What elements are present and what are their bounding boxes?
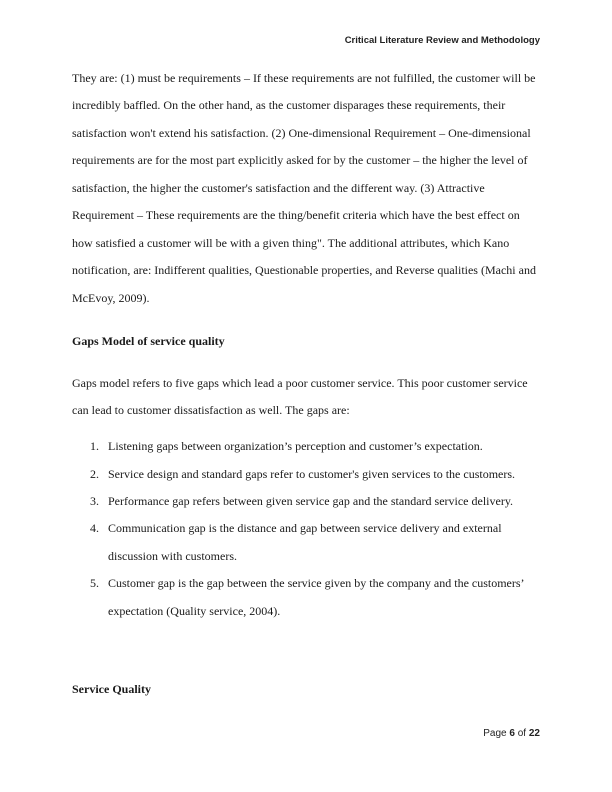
- paragraph-line: requirements are for the most part explicitly asked for by the customer – the higher the level of: [72, 153, 528, 167]
- list-item: Customer gap is the gap between the service given by the company and the customers’: [108, 576, 525, 590]
- list-item: Communication gap is the distance and gap between service delivery and external: [108, 521, 502, 535]
- page-label: Page: [483, 728, 507, 739]
- list-number: 1.: [90, 439, 99, 453]
- list-number: 2.: [90, 467, 99, 481]
- list-number: 3.: [90, 494, 99, 508]
- paragraph-line: notification, are: Indifferent qualities, Questionable properties, and Reverse qualities (Machi and: [72, 263, 536, 277]
- paragraph-line: incredibly baffled. On the other hand, as the customer disparages these requirements, their: [72, 98, 506, 112]
- list-item-continuation: expectation (Quality service, 2004).: [108, 604, 281, 618]
- page-number: 6: [509, 728, 515, 739]
- page-footer: [483, 728, 540, 739]
- list-item: Performance gap refers between given service gap and the standard service delivery.: [108, 494, 514, 508]
- paragraph-line: satisfaction won't extend his satisfaction. (2) One-dimensional Requirement – One-dimensional: [72, 126, 531, 140]
- list-item: Service design and standard gaps refer to customer's given services to the customers.: [108, 467, 516, 481]
- list-number: 5.: [90, 576, 99, 590]
- of-label: of: [517, 728, 527, 739]
- section-heading-gaps-model: Gaps Model of service quality: [72, 334, 225, 348]
- paragraph-line: how satisfied a customer will be with a given thing". The additional attributes, which Kano: [72, 236, 510, 250]
- list-item-continuation: discussion with customers.: [108, 549, 237, 563]
- paragraph-line: satisfaction, the higher the customer's satisfaction and the different way. (3) Attractive: [72, 181, 485, 195]
- paragraph-line: Gaps model refers to five gaps which lead a poor customer service. This poor customer service: [72, 376, 528, 390]
- running-header: Critical Literature Review and Methodology: [344, 35, 540, 46]
- paragraph-line: can lead to customer dissatisfaction as well. The gaps are:: [72, 403, 350, 417]
- page-total: 22: [528, 728, 540, 739]
- list-number: 4.: [90, 521, 99, 535]
- section-heading-service-quality: Service Quality: [72, 682, 151, 696]
- paragraph-line: McEvoy, 2009).: [72, 291, 150, 305]
- paragraph-line: They are: (1) must be requirements – If these requirements are not fulfilled, the customer will be: [72, 71, 536, 85]
- list-item: Listening gaps between organization’s perception and customer’s expectation.: [108, 439, 483, 453]
- paragraph-line: Requirement – These requirements are the thing/benefit criteria which have the best effect on: [72, 208, 520, 222]
